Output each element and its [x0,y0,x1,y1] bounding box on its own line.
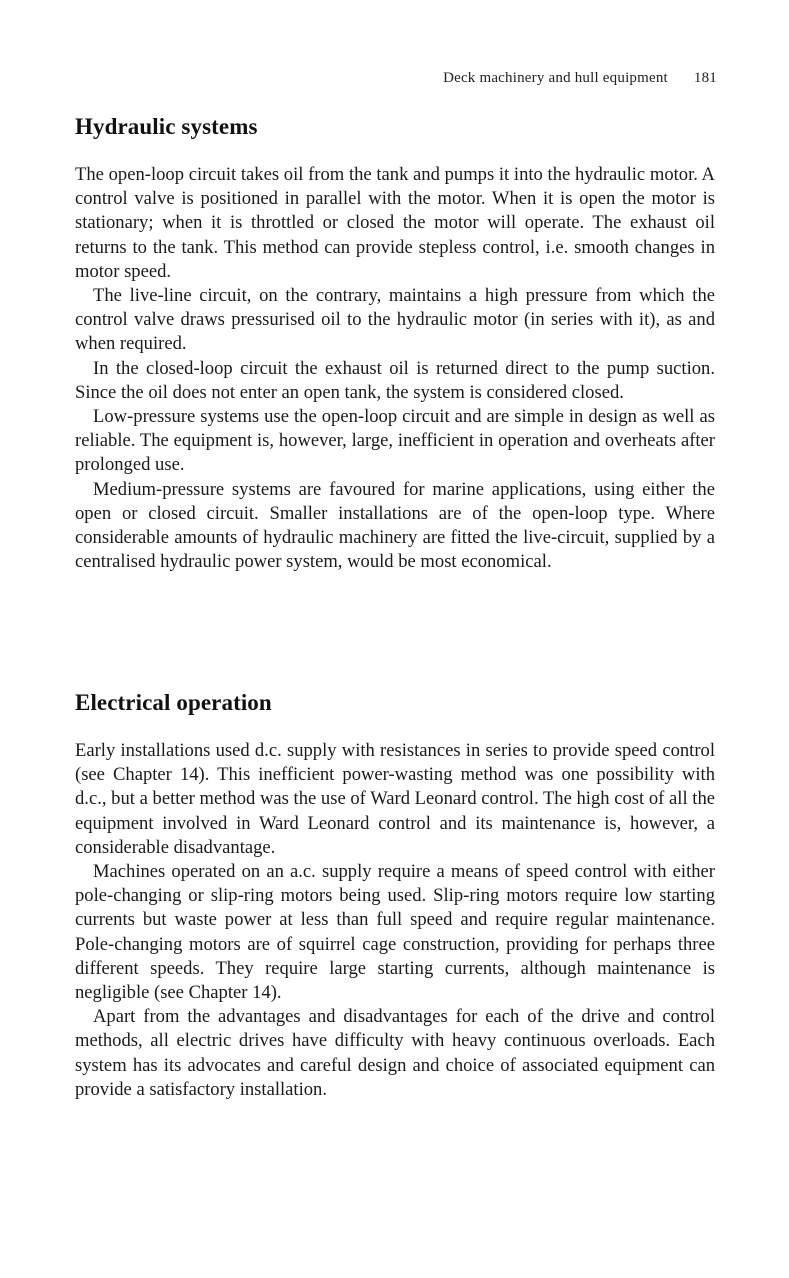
paragraph: In the closed-loop circuit the exhaust oil is returned direct to the pump suction. Since the oil does not enter an open tank, the system is considered closed. [75,357,715,403]
paragraph: Low-pressure systems use the open-loop circuit and are simple in design as well as reliable. The equipment is, however, large, inefficient in operation and overheats after prolonged use. [75,406,715,476]
section-heading: Electrical operation [75,690,272,715]
paragraph: The open-loop circuit takes oil from the tank and pumps it into the hydraulic motor. A control valve is positioned in parallel with the motor. When it is open the motor is stationary; when it is throttled or closed the motor will operate. The exhaust oil returns to the tank. This method can provide stepless control, i.e. smooth changes in motor speed. [75,164,715,282]
section-electrical-operation [75,690,715,1102]
paragraph: The live-line circuit, on the contrary, maintains a high pressure from which the control valve draws pressurised oil to the hydraulic motor (in series with it), as and when required. [75,285,715,355]
paragraph: Apart from the advantages and disadvantages for each of the drive and control methods, all electric drives have difficulty with heavy continuous overloads. Each system has its advocates and careful design and choice of associated equipment can provide a satisfactory installation. [75,1006,715,1100]
paragraph: Early installations used d.c. supply with resistances in series to provide speed control (see Chapter 14). This inefficient power-wasting method was one possibility with d.c., but a better method was the use of Ward Leonard control. The high cost of all the equipment involved in Ward Leonard control and its maintenance is, however, a considerable disadvantage. [75,740,715,858]
running-head [443,70,717,87]
section-heading: Hydraulic systems [75,114,258,139]
page-number: 181 [693,70,717,86]
paragraph: Machines operated on an a.c. supply require a means of speed control with either pole-changing or slip-ring motors being used. Slip-ring motors require low starting currents but waste power at less than full speed and require regular maintenance. Pole-changing motors are of squirrel cage construction, providing for perhaps three different speeds. They require large starting currents, although maintenance is negligible (see Chapter 14). [75,861,715,1004]
running-head-title: Deck machinery and hull equipment [443,70,668,86]
paragraph: Medium-pressure systems are favoured for marine applications, using either the open or closed circuit. Smaller installations are of the open-loop type. Where considerable amounts of hydraulic machinery are fitted the live-circuit, supplied by a centralised hydraulic power system, would be most economical. [75,478,715,573]
section-hydraulic-systems [75,114,715,574]
